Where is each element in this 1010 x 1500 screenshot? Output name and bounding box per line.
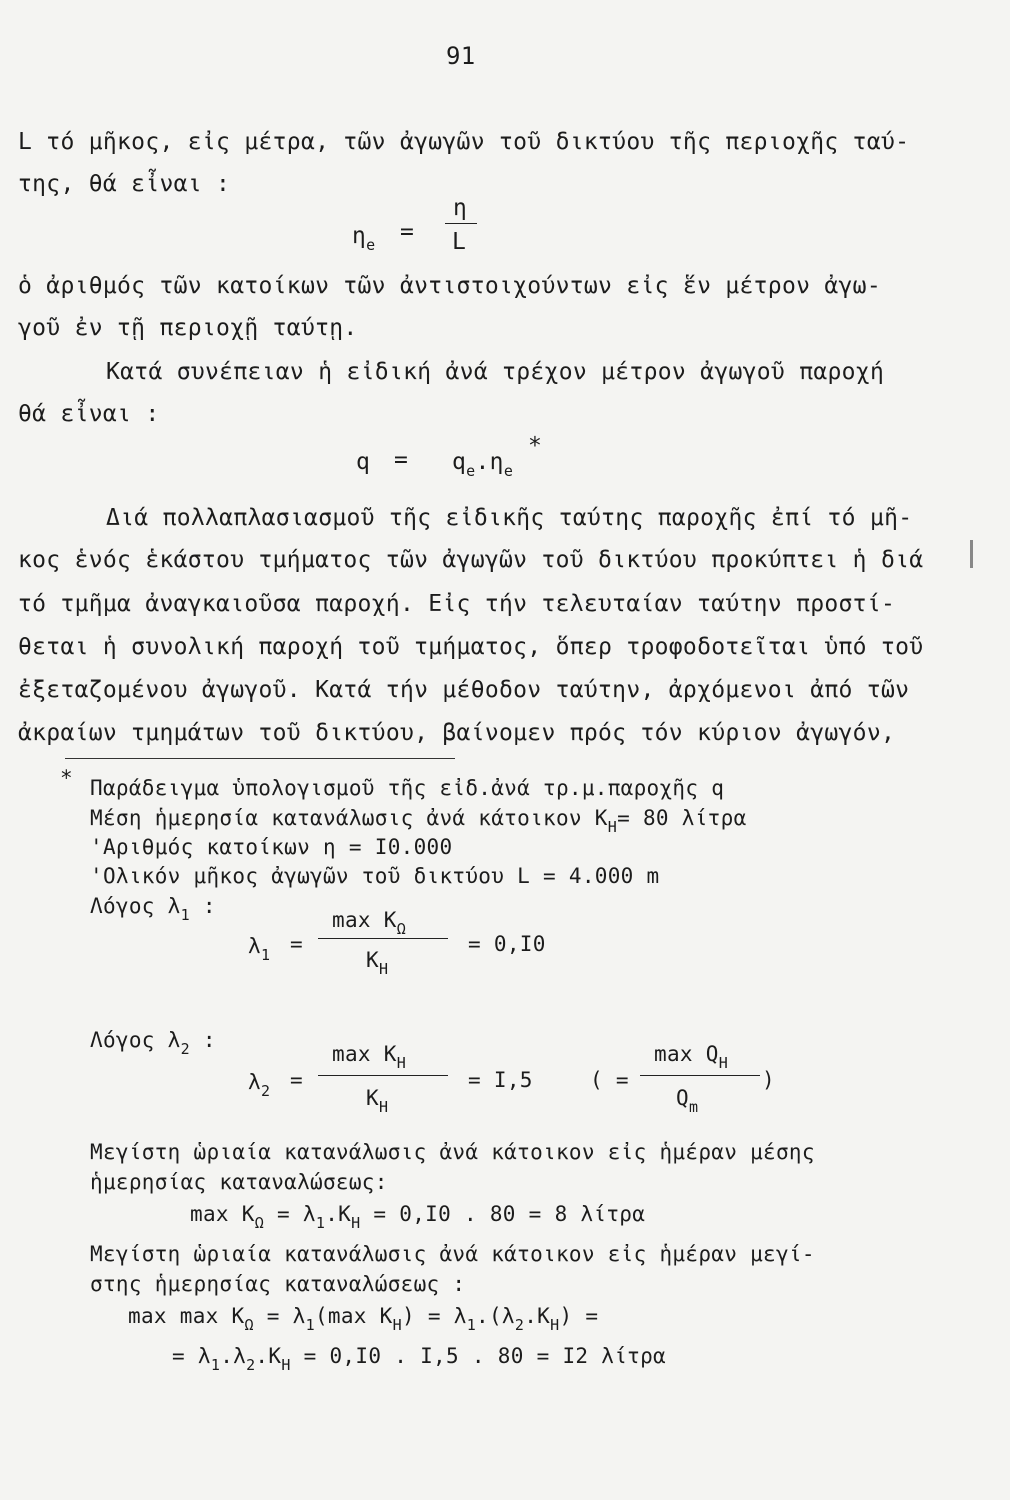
- fraction-bar: [640, 1075, 760, 1076]
- eq-subscript: 2: [260, 1082, 271, 1100]
- eq-paren-close: ): [762, 1068, 775, 1092]
- footnote-star: *: [60, 766, 73, 790]
- eq-part: (max K: [314, 1304, 393, 1328]
- footnote-line-end: = 80 λίτρα: [617, 806, 747, 830]
- eq-part: = λ: [172, 1344, 211, 1368]
- eq-symbol: η: [352, 223, 367, 249]
- eq-part: .λ: [220, 1344, 247, 1368]
- fraction-bar: [445, 223, 477, 224]
- eq-part: .K: [325, 1202, 352, 1226]
- eq-subscript: H: [351, 1214, 361, 1232]
- eq-subscript: Ω: [254, 1214, 265, 1232]
- eq-operator: =: [290, 932, 303, 956]
- footnote-line: Μέση ἡμερησία κατανάλωσις ἀνά κάτοικον K: [90, 806, 608, 830]
- body-line: Κατά συνέπειαν ἡ εἰδική ἀνά τρέχον μέτρον ἀγωγοῦ παροχή: [106, 359, 885, 385]
- eq-subscript: H: [550, 1316, 560, 1334]
- footnote-line: Μεγίστη ὡριαία κατανάλωσις ἀνά κάτοικον εἰς ἡμέραν μέσης: [90, 1140, 815, 1164]
- eq-subscript: e: [366, 236, 376, 254]
- eq-subscript: H: [718, 1054, 729, 1072]
- eq-numerator: max K: [332, 908, 397, 932]
- footnote-line: 'Ολικόν μῆκος ἀγωγῶν τοῦ δικτύου L = 4.000 m: [90, 864, 660, 888]
- eq-denominator: K: [366, 948, 379, 972]
- eq-part: = 0,Ι0 . Ι,5 . 80 = Ι2 λίτρα: [290, 1344, 667, 1368]
- eq-part: = λ: [253, 1304, 306, 1328]
- eq-subscript: e: [466, 462, 476, 480]
- footnote-rule: [65, 758, 455, 759]
- footnote-line: στης ἡμερησίας καταναλώσεως :: [90, 1272, 466, 1296]
- body-line: γοῦ ἐν τῇ περιοχῇ ταύτῃ.: [18, 315, 358, 341]
- eq-operator: =: [394, 447, 409, 473]
- eq-operator: =: [290, 1068, 303, 1092]
- page-number: 91: [446, 42, 476, 70]
- eq-symbol: η: [489, 449, 504, 475]
- eq-subscript: H: [378, 1098, 389, 1116]
- body-line: Διά πολλαπλασιασμοῦ τῆς εἰδικῆς ταύτης παροχῆς ἐπί τό μῆ-: [106, 505, 913, 531]
- body-line: θά εἶναι :: [18, 401, 160, 427]
- eq-subscript: 2: [514, 1316, 525, 1334]
- eq-subscript: H: [607, 818, 618, 836]
- eq-denominator: K: [366, 1086, 379, 1110]
- eq-operator: =: [400, 219, 415, 245]
- eq-part: .(λ: [476, 1304, 515, 1328]
- eq-subscript: H: [281, 1356, 291, 1374]
- eq-part: ) =: [559, 1304, 599, 1328]
- eq-dot: .: [475, 449, 490, 475]
- ratio-label-colon: :: [189, 1028, 216, 1052]
- eq-numerator: max Q: [654, 1042, 719, 1066]
- eq-subscript: 1: [180, 906, 190, 924]
- eq-part: max max K: [128, 1304, 245, 1328]
- ratio-label-colon: :: [189, 894, 216, 918]
- equation-max-k: [190, 1200, 645, 1237]
- eq-denominator: L: [452, 229, 467, 255]
- fraction-bar: [318, 938, 448, 939]
- body-line: τό τμῆμα ἀναγκαιοῦσα παροχή. Εἰς τήν τελευταίαν ταύτην προστί-: [18, 591, 896, 617]
- body-line: ὁ ἀριθμός τῶν κατοίκων τῶν ἀντιστοιχούντων εἰς ἕν μέτρον ἀγω-: [18, 273, 881, 299]
- eq-subscript: 1: [260, 946, 271, 964]
- eq-result: = 0,Ι0: [468, 932, 546, 956]
- eq-denominator: Q: [676, 1086, 689, 1110]
- eq-subscript: e: [503, 462, 514, 480]
- eq-part: ) = λ: [401, 1304, 467, 1328]
- footnote-line: Παράδειγμα ὑπολογισμοῦ τῆς εἰδ.ἀνά τρ.μ.παροχῆς q: [90, 776, 725, 800]
- equation-result: [172, 1342, 666, 1379]
- eq-subscript: H: [392, 1316, 402, 1334]
- eq-subscript: Ω: [244, 1316, 254, 1334]
- eq-subscript: H: [378, 960, 389, 978]
- body-line: L τό μῆκος, εἰς μέτρα, τῶν ἀγωγῶν τοῦ δικτύου τῆς περιοχῆς ταύ-: [18, 129, 910, 155]
- eq-subscript: 2: [246, 1356, 256, 1374]
- eq-part: = 0,Ι0 . 80 = 8 λίτρα: [360, 1202, 646, 1226]
- eq-numerator: max K: [332, 1042, 397, 1066]
- eq-symbol: λ: [248, 934, 261, 958]
- eq-numerator: η: [453, 195, 468, 221]
- ratio-label: Λόγος λ: [90, 894, 181, 918]
- eq-result: = Ι,5: [468, 1068, 533, 1092]
- eq-part: .K: [255, 1344, 282, 1368]
- footnote-line: 'Αριθμός κατοίκων η = Ι0.000: [90, 835, 453, 859]
- body-line: ἀκραίων τμημάτων τοῦ δικτύου, βαίνομεν πρός τόν κύριον ἀγωγόν,: [18, 720, 896, 746]
- ratio-label: Λόγος λ: [90, 1028, 181, 1052]
- body-line: ἐξεταζομένου ἀγωγοῦ. Κατά τήν μέθοδον ταύτην, ἀρχόμενοι ἀπό τῶν: [18, 677, 910, 703]
- eq-subscript: 1: [466, 1316, 477, 1334]
- eq-symbol: q: [452, 449, 467, 475]
- eq-subscript: 1: [210, 1356, 221, 1374]
- eq-subscript: H: [396, 1054, 407, 1072]
- eq-subscript: 2: [180, 1040, 190, 1058]
- eq-subscript: m: [688, 1098, 699, 1116]
- body-line: κος ἑνός ἑκάστου τμήματος τῶν ἀγωγῶν τοῦ δικτύου προκύπτει ἡ διά: [18, 547, 924, 573]
- footnote-line: Μεγίστη ὡριαία κατανάλωσις ἀνά κάτοικον εἰς ἡμέραν μεγί-: [90, 1242, 815, 1266]
- body-line: της, θά εἶναι :: [18, 171, 231, 197]
- eq-symbol: λ: [248, 1070, 261, 1094]
- footnote-line: ἡμερησίας καταναλώσεως:: [90, 1170, 388, 1194]
- body-line: θεται ἡ συνολική παροχή τοῦ τμήματος, ὅπερ τροφοδοτεῖται ὑπό τοῦ: [18, 634, 924, 660]
- equation-max-max-k: [128, 1302, 598, 1339]
- fraction-bar: [318, 1075, 448, 1076]
- eq-subscript: 1: [305, 1316, 315, 1334]
- eq-subscript: 1: [315, 1214, 326, 1232]
- margin-mark: [970, 540, 973, 568]
- eq-subscript: Ω: [396, 920, 407, 938]
- eq-part: .K: [524, 1304, 551, 1328]
- eq-paren-open: ( =: [590, 1068, 629, 1092]
- eq-part: = λ: [264, 1202, 316, 1226]
- eq-part: max K: [190, 1202, 255, 1226]
- footnote-marker: *: [528, 433, 543, 459]
- eq-symbol: q: [356, 449, 371, 475]
